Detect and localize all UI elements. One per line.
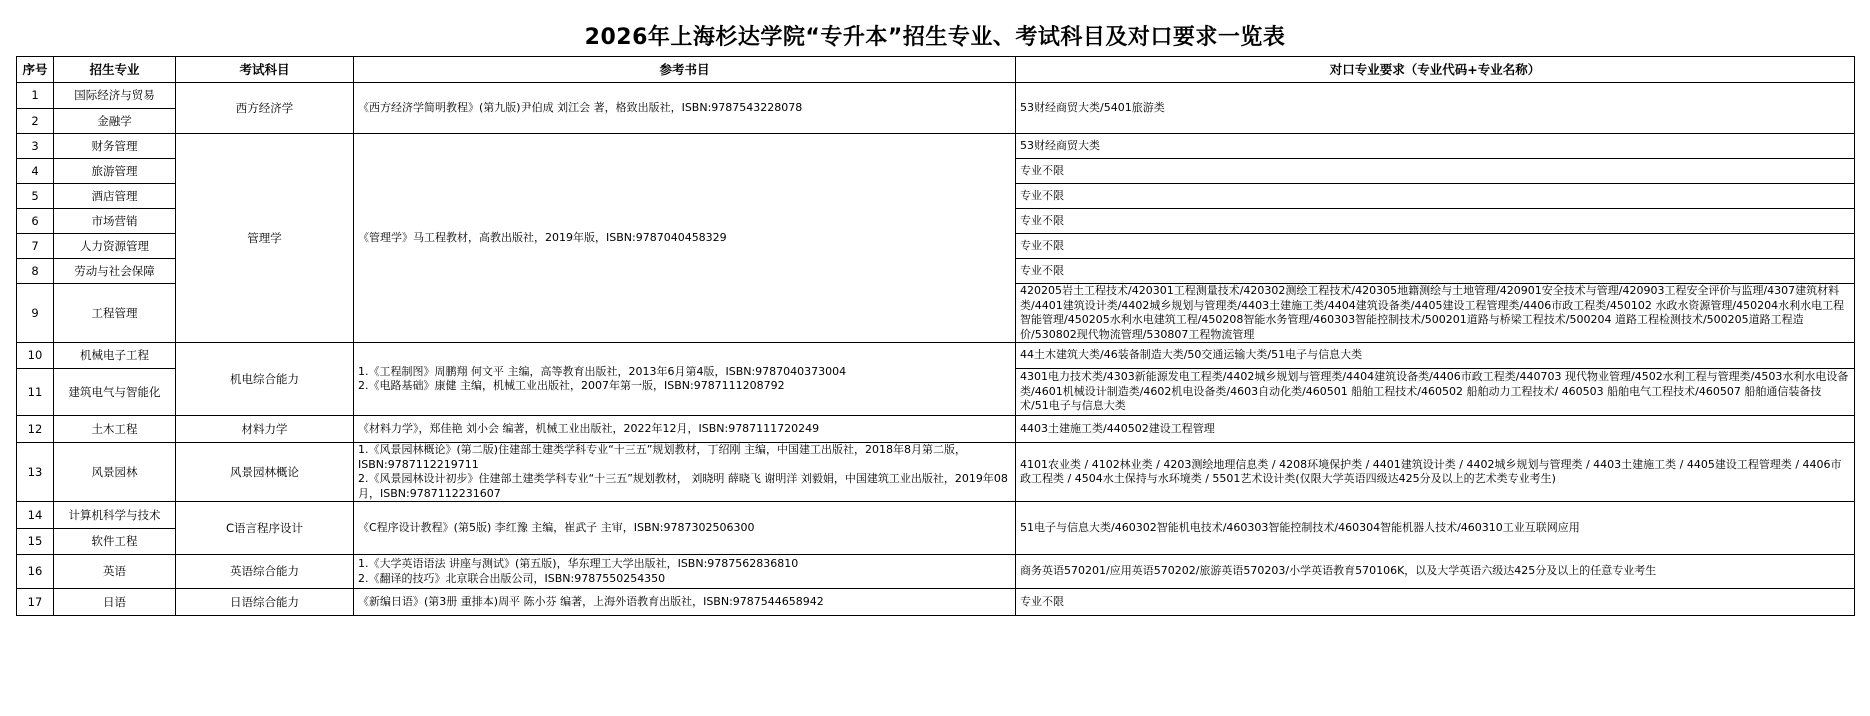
table-header-row — [17, 57, 1855, 83]
requirement-cell: 专业不限 — [1016, 259, 1855, 284]
seq-cell: 11 — [17, 369, 54, 416]
requirement-cell: 专业不限 — [1016, 589, 1855, 616]
seq-cell: 12 — [17, 416, 54, 443]
seq-cell: 3 — [17, 134, 54, 159]
subject-cell: 机电综合能力 — [176, 343, 354, 416]
requirement-cell: 专业不限 — [1016, 184, 1855, 209]
requirement-cell: 商务英语570201/应用英语570202/旅游英语570203/小学英语教育570106K，以及大学英语六级达425分及以上的任意专业考生 — [1016, 555, 1855, 589]
book-cell — [354, 555, 1016, 589]
book-line: 1.《风景园林概论》(第二版)住建部土建类学科专业“十三五”规划教材，丁绍刚 主编，中国建工出版社，2018年8月第二版，ISBN:9787112219711 — [358, 443, 966, 471]
header-subject: 考试科目 — [176, 57, 354, 83]
major-cell: 财务管理 — [54, 134, 176, 159]
requirement-cell: 53财经商贸大类 — [1016, 134, 1855, 159]
major-cell: 建筑电气与智能化 — [54, 369, 176, 416]
admissions-table — [16, 56, 1855, 616]
table-row — [17, 555, 1855, 589]
seq-cell: 2 — [17, 109, 54, 134]
subject-cell: 管理学 — [176, 134, 354, 343]
requirement-cell: 53财经商贸大类/5401旅游类 — [1016, 83, 1855, 134]
seq-cell: 8 — [17, 259, 54, 284]
book-cell: 《管理学》马工程教材，高教出版社，2019年版，ISBN:9787040458329 — [354, 134, 1016, 343]
seq-cell: 17 — [17, 589, 54, 616]
header-requirement: 对口专业要求（专业代码+专业名称） — [1016, 57, 1855, 83]
book-line: 1.《工程制图》周鹏翔 何文平 主编，高等教育出版社，2013年6月第4版，ISBN:9787040373004 — [358, 364, 847, 378]
major-cell: 酒店管理 — [54, 184, 176, 209]
seq-cell: 13 — [17, 443, 54, 502]
subject-cell: 英语综合能力 — [176, 555, 354, 589]
seq-cell: 7 — [17, 234, 54, 259]
subject-cell: 西方经济学 — [176, 83, 354, 134]
requirement-cell: 51电子与信息大类/460302智能机电技术/460303智能控制技术/460304智能机器人技术/460310工业互联网应用 — [1016, 502, 1855, 555]
major-cell: 英语 — [54, 555, 176, 589]
seq-cell: 6 — [17, 209, 54, 234]
table-row — [17, 502, 1855, 529]
table-row — [17, 589, 1855, 616]
book-cell: 《新编日语》(第3册 重排本)周平 陈小芬 编著，上海外语教育出版社，ISBN:9787544658942 — [354, 589, 1016, 616]
seq-cell: 14 — [17, 502, 54, 529]
requirement-cell: 4301电力技术类/4303新能源发电工程类/4402城乡规划与管理类/4404建筑设备类/4406市政工程类/440703 现代物业管理/4502水利工程与管理类/4503水利水电设备类/4601机械设计制造类/4602机电设备类/4603自动化类/460501 船舶工程技术/460502 船舶动力工程技术/ 460503 船舶电气工程技术/460507 船舶通信装备技术/51电子与信息大类 — [1016, 369, 1855, 416]
major-cell: 工程管理 — [54, 284, 176, 343]
book-line: 2.《风景园林设计初步》住建部土建类学科专业“十三五”规划教材， 刘晓明 薛晓飞 谢明洋 刘毅娟，中国建筑工业出版社，2019年08月，ISBN:9787112231607 — [358, 472, 1008, 500]
page-title: 2026年上海杉达学院“专升本”招生专业、考试科目及对口要求一览表 — [584, 25, 1286, 50]
requirement-cell: 420205岩土工程技术/420301工程测量技术/420302测绘工程技术/420305地籍测绘与土地管理/420901安全技术与管理/420903工程安全评价与监理/4307建筑材料类/4401建筑设计类/4402城乡规划与管理类/4403土建施工类/4404建筑设备类/4405建设工程管理类/4406市政工程类/450102 水政水资源管理/450204水利水电工程智能管理/450205水利水电建筑工程/450208智能水务管理/460303智能控制技术/500201道路与桥梁工程技术/500204 道路工程检测技术/500205道路工程造价/530802现代物流管理/530807工程物流管理 — [1016, 284, 1855, 343]
major-cell: 劳动与社会保障 — [54, 259, 176, 284]
table-row — [17, 343, 1855, 369]
table-row — [17, 443, 1855, 502]
major-cell: 计算机科学与技术 — [54, 502, 176, 529]
major-cell: 国际经济与贸易 — [54, 83, 176, 109]
seq-cell: 5 — [17, 184, 54, 209]
major-cell: 人力资源管理 — [54, 234, 176, 259]
header-seq: 序号 — [17, 57, 54, 83]
book-cell: 《西方经济学简明教程》(第九版)尹伯成 刘江会 著，格致出版社，ISBN:9787543228078 — [354, 83, 1016, 134]
header-book: 参考书目 — [354, 57, 1016, 83]
requirement-cell: 4403土建施工类/440502建设工程管理 — [1016, 416, 1855, 443]
book-cell: 《C程序设计教程》(第5版) 李红豫 主编，崔武子 主审，ISBN:9787302506300 — [354, 502, 1016, 555]
header-major: 招生专业 — [54, 57, 176, 83]
book-cell: 《材料力学》，郑佳艳 刘小会 编著，机械工业出版社，2022年12月，ISBN:9787111720249 — [354, 416, 1016, 443]
book-cell — [354, 343, 1016, 416]
subject-cell: C语言程序设计 — [176, 502, 354, 555]
major-cell: 土木工程 — [54, 416, 176, 443]
subject-cell: 风景园林概论 — [176, 443, 354, 502]
book-line: 1.《大学英语语法 讲座与测试》(第五版)，华东理工大学出版社，ISBN:9787562836810 — [358, 557, 799, 570]
seq-cell: 10 — [17, 343, 54, 369]
seq-cell: 16 — [17, 555, 54, 589]
table-row — [17, 83, 1855, 109]
major-cell: 日语 — [54, 589, 176, 616]
requirement-cell: 专业不限 — [1016, 159, 1855, 184]
table-row — [17, 416, 1855, 443]
major-cell: 风景园林 — [54, 443, 176, 502]
major-cell: 旅游管理 — [54, 159, 176, 184]
requirement-cell: 44土木建筑大类/46装备制造大类/50交通运输大类/51电子与信息大类 — [1016, 343, 1855, 369]
requirement-cell: 4101农业类 / 4102林业类 / 4203测绘地理信息类 / 4208环境保护类 / 4401建筑设计类 / 4402城乡规划与管理类 / 4403土建施工类 / 4405建设工程管理类 / 4406市政工程类 / 4504水土保持与水环境类 / 5501艺术设计类(仅限大学英语四级达425分及以上的艺术类专业考生) — [1016, 443, 1855, 502]
requirement-cell: 专业不限 — [1016, 234, 1855, 259]
major-cell: 软件工程 — [54, 529, 176, 555]
table-row — [17, 134, 1855, 159]
seq-cell: 9 — [17, 284, 54, 343]
seq-cell: 4 — [17, 159, 54, 184]
subject-cell: 材料力学 — [176, 416, 354, 443]
book-line: 2.《电路基础》康健 主编，机械工业出版社，2007年第一版，ISBN:9787111208792 — [358, 379, 785, 392]
subject-cell: 日语综合能力 — [176, 589, 354, 616]
book-cell — [354, 443, 1016, 502]
seq-cell: 15 — [17, 529, 54, 555]
major-cell: 金融学 — [54, 109, 176, 134]
major-cell: 市场营销 — [54, 209, 176, 234]
major-cell: 机械电子工程 — [54, 343, 176, 369]
requirement-cell: 专业不限 — [1016, 209, 1855, 234]
book-line: 2.《翻译的技巧》北京联合出版公司，ISBN:9787550254350 — [358, 571, 666, 585]
seq-cell: 1 — [17, 83, 54, 109]
